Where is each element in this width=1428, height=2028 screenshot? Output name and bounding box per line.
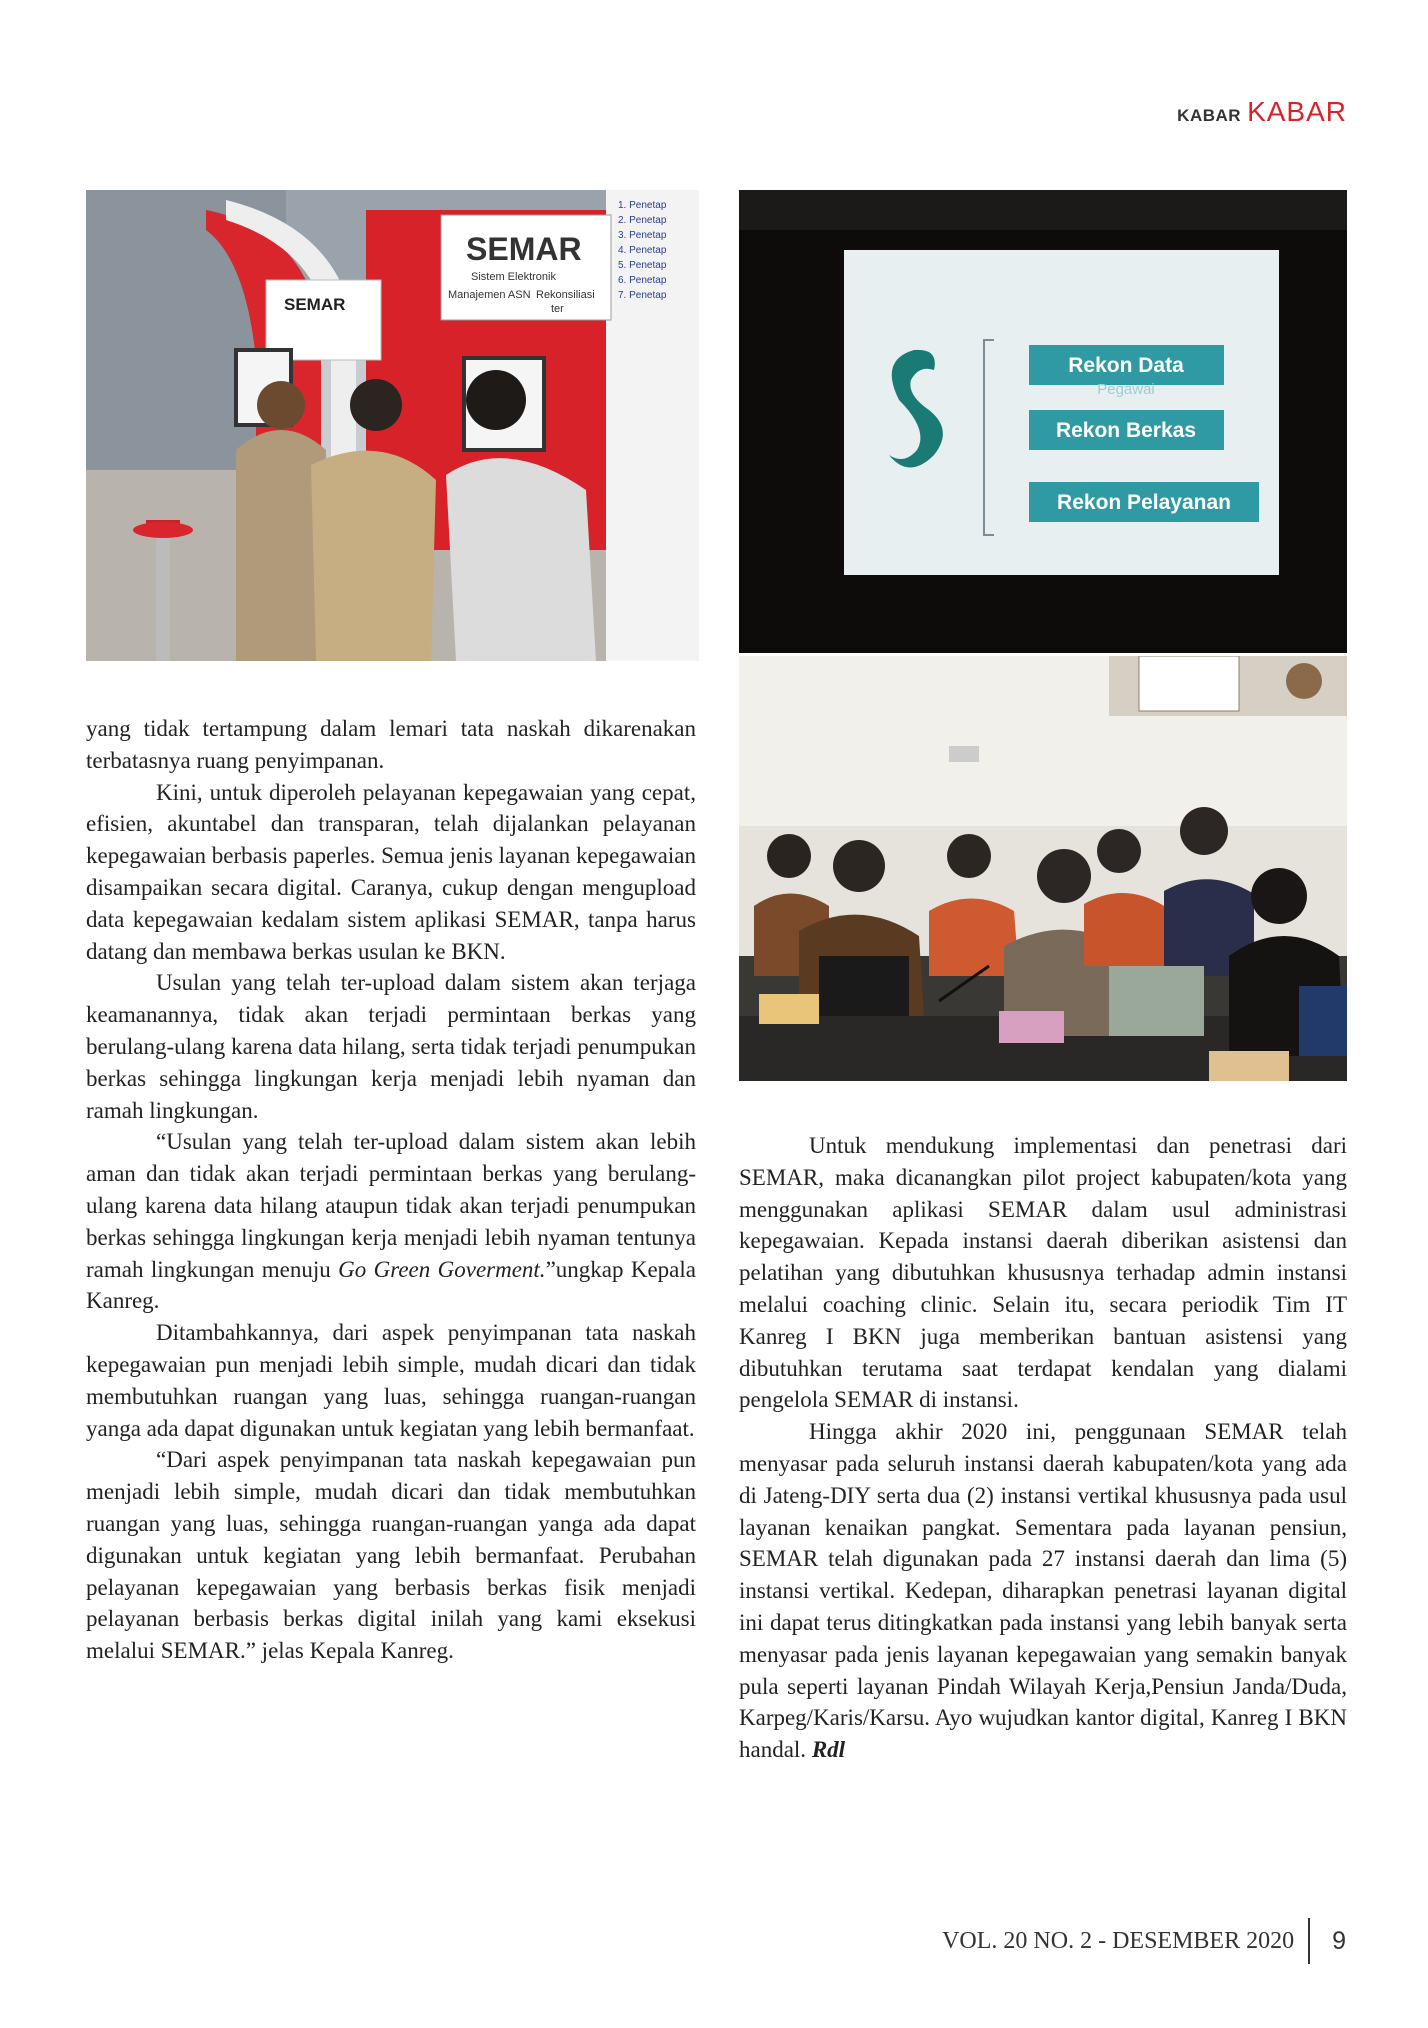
meeting-illustration	[739, 656, 1347, 1081]
left-paragraph-1: yang tidak tertampung dalam lemari tata naskah dikarenakan terbatasnya ruang penyimpanan.	[86, 716, 696, 773]
article-left-column	[86, 713, 696, 1667]
photo-semar-kiosk	[86, 190, 699, 661]
kiosk-list-item: 6. Penetap	[618, 275, 667, 286]
kiosk-small-sign: SEMAR	[284, 295, 346, 314]
left-paragraph-4-italic: Go Green Goverment.	[338, 1256, 546, 1282]
kiosk-list-item: 5. Penetap	[618, 260, 667, 271]
kiosk-sign-sub2: Manajemen ASN	[448, 289, 531, 301]
left-paragraph-4-end: ”ungkap Kepala Kanreg.	[86, 1256, 696, 1314]
right-paragraph-2-text: Hingga akhir 2020 ini, penggunaan SEMAR telah menyasar pada seluruh instansi daerah kabupaten/kota yang ada di Jateng-DIY serta dua (2) instansi vertikal khususnya pada usul layanan kenaikan pangkat. Sementara pada layanan pensiun, SEMAR telah digunakan pada 27 instansi daerah dan lima (5) instansi vertikal. Kedepan, diharapkan penetrasi layanan digital ini dapat terus ditingkatkan pada instansi yang lebih banyak serta menyasar pada jenis layanan kepegawaian yang semakin banyak pula seperti layanan Pindah Wilayah Kerja,Pensiun Janda/Duda, Karpeg/Karis/Karsu. Ayo wujudkan kantor digital, Kanreg I BKN handal.	[739, 1419, 1347, 1763]
left-paragraph-5: Ditambahkannya, dari aspek penyimpanan tata naskah kepegawaian pun menjadi lebih simple, mudah dicari dan tidak membutuhkan ruangan yang luas, sehingga ruangan-ruangan yanga ada dapat digunakan untuk kegiatan yang lebih bermanfaat.	[86, 1320, 696, 1441]
left-paragraph-3: Usulan yang telah ter-upload dalam sistem akan terjaga keamanannya, tidak akan terjadi permintaan berkas yang berulang-ulang karena data hilang, serta tidak terjadi penumpukan berkas sehingga lingkungan kerja menjadi lebih nyaman dan ramah lingkungan.	[86, 970, 696, 1123]
slide-box2: Rekon Berkas	[1055, 419, 1197, 442]
kiosk-list-item: 1. Penetap	[618, 200, 667, 211]
page-header	[1177, 96, 1347, 128]
header-label-small: KABAR	[1177, 106, 1242, 125]
footer-divider	[1308, 1918, 1310, 1964]
slide-box1-line2: Pegawai	[1097, 381, 1155, 398]
kiosk-list-item: 7. Penetap	[618, 290, 667, 301]
kiosk-illustration	[86, 190, 699, 661]
slide-box3: Rekon Pelayanan	[1057, 491, 1231, 514]
header-label-large: KABAR	[1247, 96, 1347, 127]
article-right-column	[739, 1130, 1347, 1766]
footer-volume: VOL. 20 NO. 2 - DESEMBER 2020	[942, 1927, 1295, 1954]
kiosk-sign-sub1: Sistem Elektronik	[471, 271, 556, 283]
kiosk-sign-sub3: Rekonsiliasi	[536, 289, 595, 301]
left-paragraph-4	[86, 1126, 696, 1317]
kiosk-sign-sub4: ter	[551, 303, 564, 315]
kiosk-list-item: 2. Penetap	[618, 215, 667, 226]
right-paragraph-1: Untuk mendukung implementasi dan penetrasi dari SEMAR, maka dicanangkan pilot project kabupaten/kota yang menggunakan aplikasi SEMAR dalam usul administrasi kepegawaian. Kepada instansi daerah diberikan asistensi dan pelatihan yang dibutuhkan khususnya terhadap admin instansi melalui coaching clinic. Selain itu, secara periodik Tim IT Kanreg I BKN juga memberikan bantuan asistensi yang dibutuhkan terutama saat terdapat kendalan yang dialami pengelola SEMAR di instansi.	[739, 1133, 1347, 1413]
photo-meeting-room	[739, 656, 1347, 1081]
kiosk-list	[618, 200, 667, 301]
photo-projector-slide	[739, 190, 1347, 653]
author-signature: Rdl	[811, 1737, 846, 1763]
kiosk-list-item: 4. Penetap	[618, 245, 667, 256]
left-paragraph-4-text: “Usulan yang telah ter-upload dalam sistem akan lebih aman dan tidak akan terjadi permintaan berkas yang berulang-ulang karena data hilang ataupun tidak akan terjadi penumpukan berkas sehingga lingkungan kerja menjadi lebih nyaman tentunya ramah lingkungan menuju	[86, 1129, 696, 1282]
page-footer	[942, 1918, 1346, 1964]
page-number: 9	[1332, 1926, 1346, 1955]
right-paragraph-2	[739, 1416, 1347, 1766]
slide-box1-line1: Rekon Data	[1068, 354, 1184, 377]
left-paragraph-6: “Dari aspek penyimpanan tata naskah kepegawaian pun menjadi lebih simple, mudah dicari dan tidak membutuhkan ruangan yang luas, sehingga ruangan-ruangan yanga ada dapat digunakan untuk kegiatan yang lebih bermanfaat. Perubahan pelayanan kepegawaian yang berbasis berkas fisik menjadi pelayanan berbasis berkas digital inilah yang kami eksekusi melalui SEMAR.” jelas Kepala Kanreg.	[86, 1447, 696, 1664]
kiosk-list-item: 3. Penetap	[618, 230, 667, 241]
left-paragraph-2: Kini, untuk diperoleh pelayanan kepegawaian yang cepat, efisien, akuntabel dan transparan, telah dijalankan pelayanan kepegawaian berbasis paperles. Semua jenis layanan kepegawaian disampaikan secara digital. Caranya, cukup dengan mengupload data kepegawaian kedalam sistem aplikasi SEMAR, tanpa harus datang dan membawa berkas usulan ke BKN.	[86, 779, 696, 964]
kiosk-sign-title: SEMAR	[466, 231, 582, 267]
projector-illustration	[739, 190, 1347, 653]
